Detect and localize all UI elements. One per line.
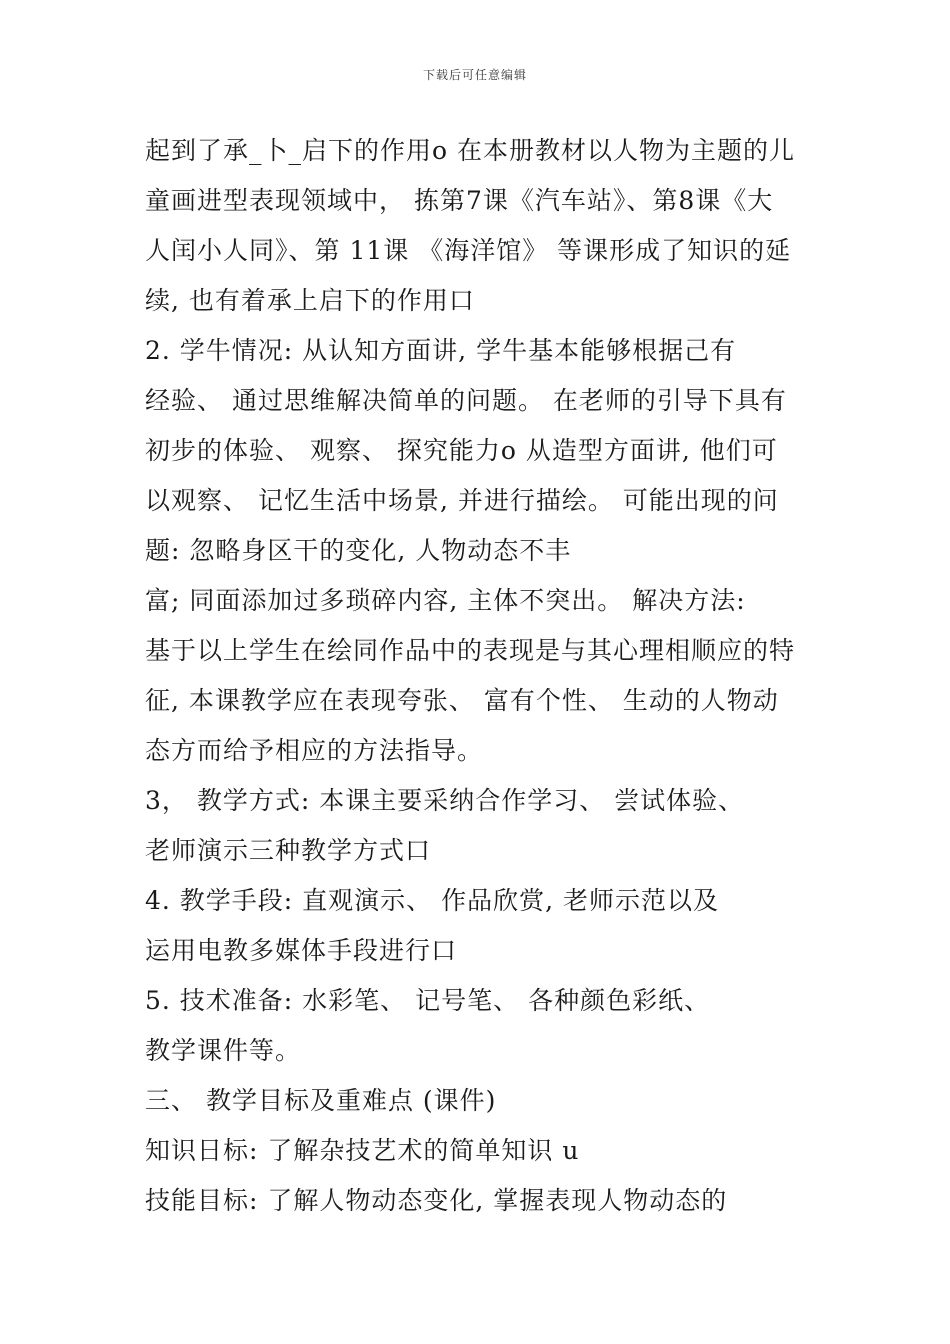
header-note: 下载后可任意编辑 xyxy=(422,68,527,82)
text-line: 知识日标: 了解杂技艺术的简单知识 u xyxy=(145,1136,580,1165)
text-line: 基于以上学生在绘同作品中的表现是与其心理相顺应的特 xyxy=(145,636,796,665)
text-line: 经验、 通过思维解决简单的问题。 在老师的引导下具有 xyxy=(145,386,787,415)
text-line: 4. 教学手段: 直观演示、 作品欣赏, 老师示范以及 xyxy=(145,886,720,915)
text-line: 以观察、 记忆生活中场景, 并进行描绘。 可能出现的问 xyxy=(145,486,779,515)
text-line: 起到了承_卜_启下的作用o 在本册教材以人物为主题的儿 xyxy=(145,136,796,165)
text-line: 老师演示三种教学方式口 xyxy=(145,836,432,865)
text-line: 运用电教多媒体手段进行口 xyxy=(145,936,458,965)
text-line: 态方而给予相应的方法指导。 xyxy=(145,736,484,765)
text-line: 教学课件等。 xyxy=(145,1036,302,1065)
text-line: 题: 忽略身区干的变化, 人物动态不丰 xyxy=(145,536,572,565)
section-heading: 三、 教学目标及重难点 (课件) xyxy=(145,1086,497,1115)
text-line: 富; 同面添加过多琐碎内容, 主体不突出。 解决方法: xyxy=(145,586,746,615)
text-line: 3， 教学方式: 本课主要采纳合作学习、 尝试体验、 xyxy=(145,786,745,815)
text-line: 征, 本课教学应在表现夸张、 富有个性、 生动的人物动 xyxy=(145,686,779,715)
text-line: 5. 技术准备: 水彩笔、 记号笔、 各种颜色彩纸、 xyxy=(145,986,711,1015)
text-line: 初步的体验、 观察、 探究能力o 从造型方面讲, 他们可 xyxy=(145,436,778,465)
text-line: 2. 学牛情况: 从认知方面讲, 学牛基本能够根据己有 xyxy=(145,336,737,365)
text-line: 技能目标: 了解人物动态变化, 掌握表现人物动态的 xyxy=(145,1186,728,1215)
text-line: 人闰小人同》、第 11课 《海洋馆》 等课形成了知识的延 xyxy=(145,236,792,265)
text-line: 童画进型表现领域中， 拣第7课《汽车站》、第8课《大 xyxy=(145,186,774,215)
text-line: 续, 也有着承上启下的作用口 xyxy=(145,286,475,315)
